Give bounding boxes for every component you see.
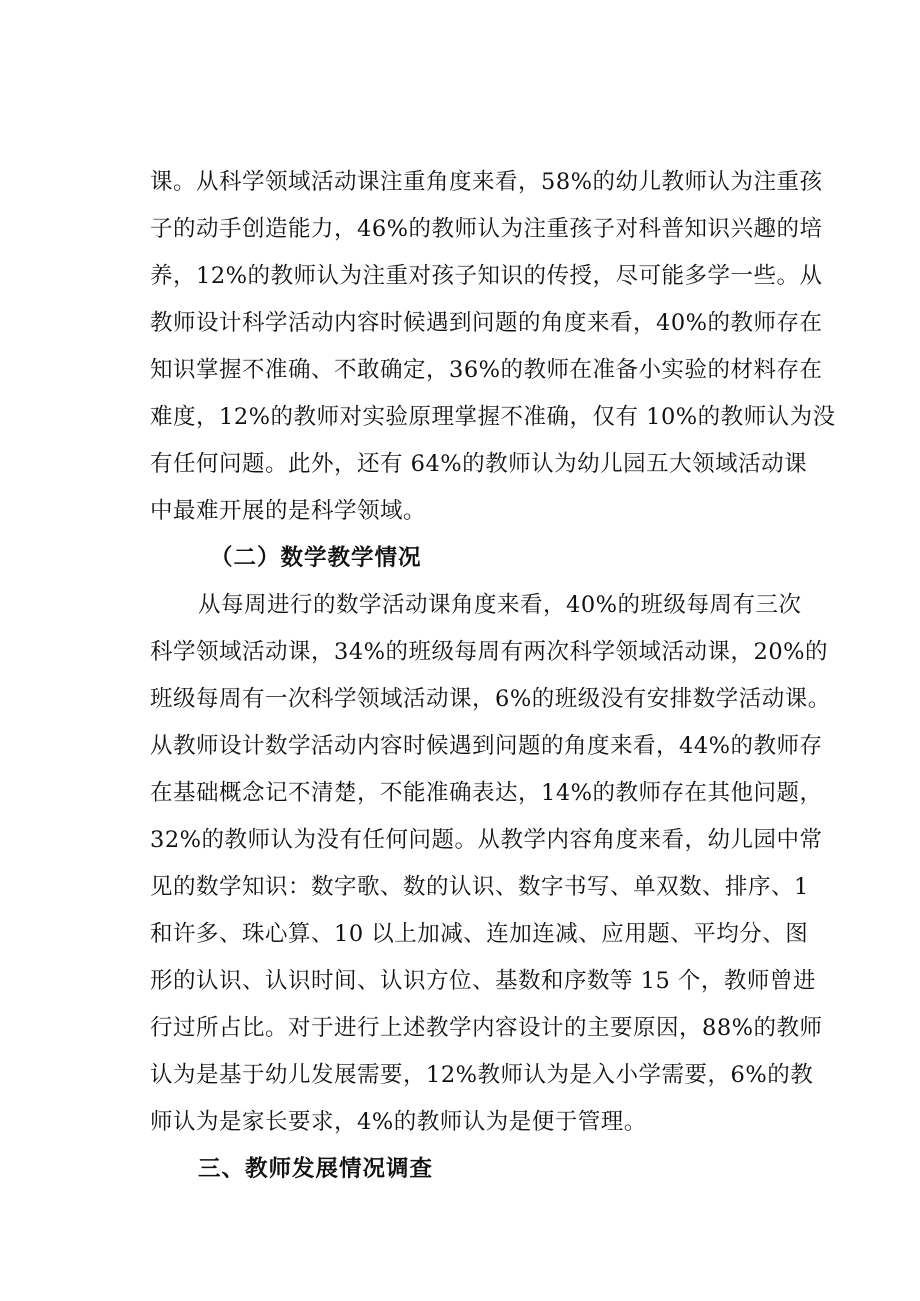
paragraph-line: 难度，12%的教师对实验原理掌握不准确，仅有 10%的教师认为没	[150, 404, 836, 430]
paragraph-line: 知识掌握不准确、不敢确定，36%的教师在准备小实验的材料存在	[150, 357, 823, 383]
paragraph-line: 有任何问题。此外，还有 64%的教师认为幼儿园五大领域活动课	[150, 451, 808, 477]
paragraph-line: 科学领域活动课，34%的班级每周有两次科学领域活动课，20%的	[150, 639, 829, 665]
paragraph-line: 和许多、珠心算、10 以上加减、连加连减、应用题、平均分、图	[150, 921, 809, 947]
paragraph-line: 中最难开展的是科学领域。	[150, 498, 427, 524]
paragraph-line: 教师设计科学活动内容时候遇到问题的角度来看，40%的教师存在	[150, 310, 823, 336]
paragraph-line: 行过所占比。对于进行上述教学内容设计的主要原因，88%的教师	[150, 1015, 823, 1041]
paragraph-line: 师认为是家长要求，4%的教师认为是便于管理。	[150, 1109, 647, 1135]
paragraph-line: 子的动手创造能力，46%的教师认为注重孩子对科普知识兴趣的培	[150, 216, 823, 242]
paragraph-line: 从教师设计数学活动内容时候遇到问题的角度来看，44%的教师存	[150, 733, 823, 759]
paragraph-line: 形的认识、认识时间、认识方位、基数和序数等 15 个，教师曾进	[150, 968, 816, 994]
paragraph-line: 班级每周有一次科学领域活动课，6%的班级没有安排数学活动课。	[150, 686, 831, 712]
paragraph-line: 课。从科学领域活动课注重角度来看，58%的幼儿教师认为注重孩	[150, 169, 823, 195]
section-heading: 三、教师发展情况调查	[198, 1156, 434, 1182]
paragraph-line: 养，12%的教师认为注重对孩子知识的传授，尽可能多学一些。从	[150, 263, 823, 289]
paragraph-line: 认为是基于幼儿发展需要，12%教师认为是入小学需要，6%的教	[150, 1062, 814, 1088]
paragraph-line: 见的数学知识：数字歌、数的认识、数字书写、单双数、排序、1	[150, 874, 809, 900]
paragraph-line: 从每周进行的数学活动课角度来看，40%的班级每周有三次	[198, 592, 802, 618]
subsection-heading: （二）数学教学情况	[210, 545, 422, 571]
paragraph-line: 32%的教师认为没有任何问题。从教学内容角度来看，幼儿园中常	[150, 827, 823, 853]
paragraph-line: 在基础概念记不清楚，不能准确表达，14%的教师存在其他问题，	[150, 780, 823, 806]
